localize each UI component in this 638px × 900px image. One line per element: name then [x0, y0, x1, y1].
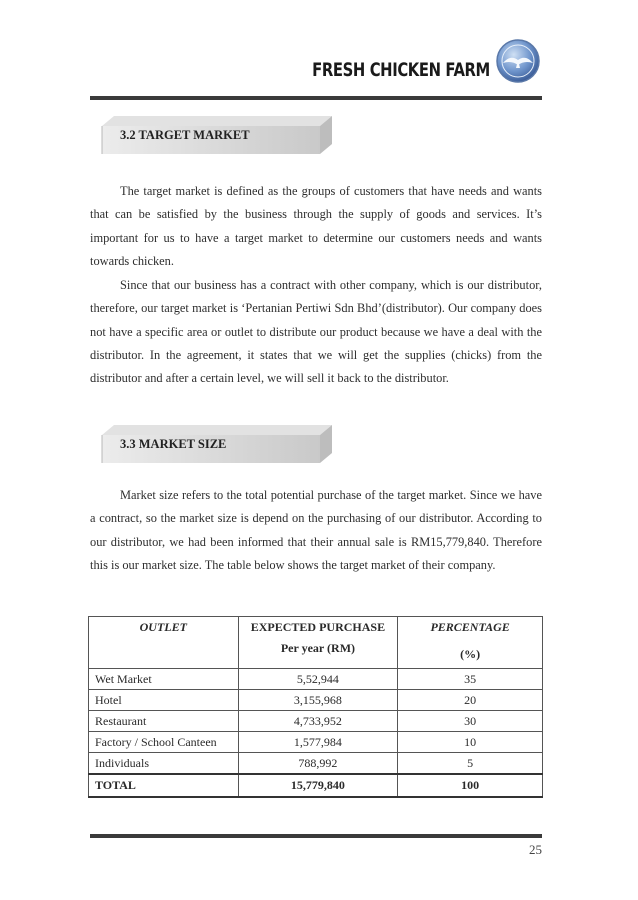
cell-outlet: Wet Market [89, 669, 239, 690]
cell-percentage: 5 [398, 753, 543, 775]
table-row [89, 690, 543, 711]
cell-purchase: 5,52,944 [238, 669, 398, 690]
cell-purchase: 4,733,952 [238, 711, 398, 732]
header-purchase-sub: Per year (RM) [280, 641, 356, 655]
brand-name [312, 46, 490, 81]
cell-purchase: 3,155,968 [238, 690, 398, 711]
cell-outlet: Factory / School Canteen [89, 732, 239, 753]
section-heading-target-market [92, 116, 332, 156]
cell-purchase: 788,992 [238, 753, 398, 775]
cell-percentage: 30 [398, 711, 543, 732]
table-row [89, 732, 543, 753]
table-row [89, 711, 543, 732]
section-heading-market-size [92, 425, 332, 465]
cell-percentage: 20 [398, 690, 543, 711]
cell-total-label: TOTAL [89, 774, 239, 797]
farm-logo-icon [495, 38, 541, 84]
footer-rule [90, 834, 542, 838]
brand-text: FRESH CHICKEN FARM [312, 59, 490, 81]
cell-percentage: 35 [398, 669, 543, 690]
cell-purchase: 1,577,984 [238, 732, 398, 753]
header-outlet-label: OUTLET [139, 620, 187, 634]
target-market-table [88, 616, 543, 798]
header-rule [90, 96, 542, 100]
cell-outlet: Individuals [89, 753, 239, 775]
paragraph: Since that our business has a contract with other company, which is our distributor, therefore, our target market is ‘Pertanian Pertiwi Sdn Bhd’(distributor). Our company does not have a specific area or outlet to distribute our product because we have a deal with the distributor. In the agreement, it states that we will get the supplies (chicks) from the distributor and after a certain level, we will sell it back to the distributor. [90, 278, 542, 386]
table-total-row [89, 774, 543, 797]
cell-total-purchase: 15,779,840 [238, 774, 398, 797]
column-header-purchase [238, 617, 398, 669]
cell-outlet: Hotel [89, 690, 239, 711]
header-purchase-label: EXPECTED PURCHASE [250, 620, 386, 634]
cell-outlet: Restaurant [89, 711, 239, 732]
table-row [89, 753, 543, 775]
cell-total-percentage: 100 [398, 774, 543, 797]
paragraph: Market size refers to the total potential purchase of the target market. Since we have a contract, so the market size is depend on the purchasing of our distributor. According to our distributor, we had been informed that their annual sale is RM15,779,840. Therefore this is our market size. The table below shows the target market of their company. [90, 488, 542, 572]
column-header-percentage [398, 617, 543, 669]
page-number: 25 [529, 842, 542, 857]
header-percentage-label: PERCENTAGE [430, 620, 510, 634]
table-row [89, 669, 543, 690]
cell-percentage: 10 [398, 732, 543, 753]
section-title: 3.3 MARKET SIZE [120, 437, 227, 451]
table-header-row [89, 617, 543, 669]
column-header-outlet [89, 617, 239, 669]
paragraph: The target market is defined as the groups of customers that have needs and wants that can be satisfied by the business through the supply of goods and services. It’s important for us to have a target market to determine our customers needs and wants towards chicken. [90, 184, 542, 268]
section-title: 3.2 TARGET MARKET [120, 128, 250, 142]
header-percentage-sub: (%) [460, 647, 481, 661]
